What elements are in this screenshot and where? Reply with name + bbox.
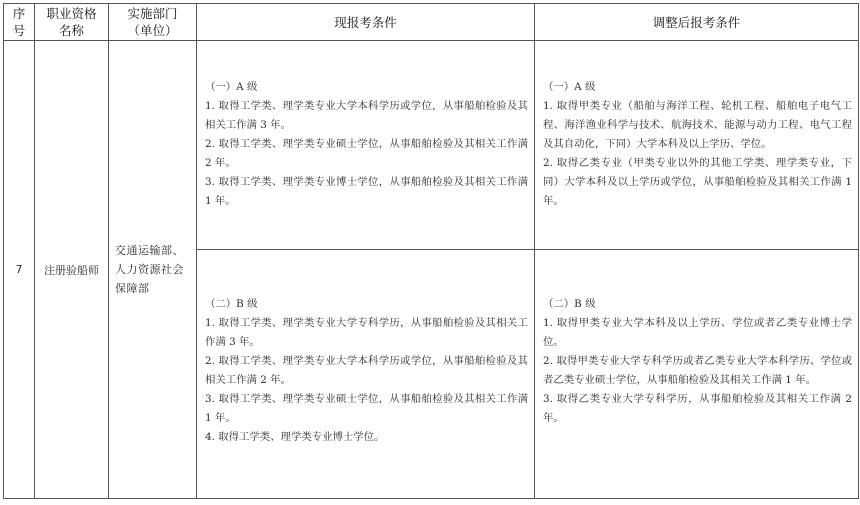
list-item: 1. 取得工学类、理学类专业大学本科学历或学位，从事船舶检验及其相关工作满 3 年。 <box>205 100 528 131</box>
adjusted-level-b <box>535 250 859 499</box>
header-adjusted-conditions: 调整后报考条件 <box>535 4 859 41</box>
list-item: 2. 取得工学类、理学类专业大学本科学历或学位，从事船舶检验及其相关工作满 2 年。 <box>205 355 528 386</box>
level-label: （一）A 级 <box>543 81 596 93</box>
list-item: 2. 取得甲类专业大学专科学历或者乙类专业大学本科学历、学位或者乙类专业硕士学位，从事船舶检验及其相关工作满 1 年。 <box>543 355 852 386</box>
row-department: 交通运输部、人力资源社会保障部 <box>109 41 197 499</box>
level-label: （二）B 级 <box>543 298 596 310</box>
list-item: 3. 取得乙类专业大学专科学历，从事船舶检验及其相关工作满 2 年。 <box>543 393 852 424</box>
list-item: 1. 取得工学类、理学类专业大学专科学历，从事船舶检验及其相关工作满 3 年。 <box>205 317 528 348</box>
level-label: （二）B 级 <box>205 298 258 310</box>
list-item: 2. 取得乙类专业（甲类专业以外的其他工学类、理学类专业，下同）大学本科及以上学历或学位，从事船舶检验及其相关工作满 1 年。 <box>543 157 852 207</box>
list-item: 3. 取得工学类、理学类专业博士学位，从事船舶检验及其相关工作满 1 年。 <box>205 176 528 207</box>
list-item: 1. 取得甲类专业（船舶与海洋工程、轮机工程、船舶电子电气工程、海洋渔业科学与技术、航海技术、能源与动力工程、电气工程及其自动化，下同）大学本科及以上学历、学位。 <box>543 100 852 150</box>
header-current-conditions: 现报考条件 <box>197 4 535 41</box>
list-item: 2. 取得工学类、理学类专业硕士学位，从事船舶检验及其相关工作满 2 年。 <box>205 138 528 169</box>
current-level-b <box>197 250 535 499</box>
row-qualification: 注册验船师 <box>35 41 109 499</box>
header-seq: 序 号 <box>4 4 35 41</box>
table-row-level-a <box>4 41 859 250</box>
current-level-a <box>197 41 535 250</box>
exam-conditions-table <box>3 3 859 499</box>
list-item: 1. 取得甲类专业大学本科及以上学历、学位或者乙类专业博士学位。 <box>543 317 852 348</box>
header-row <box>4 4 859 41</box>
adjusted-level-a <box>535 41 859 250</box>
level-label: （一）A 级 <box>205 81 258 93</box>
list-item: 3. 取得工学类、理学类专业硕士学位，从事船舶检验及其相关工作满 1 年。 <box>205 393 528 424</box>
header-qualification: 职业资格 名称 <box>35 4 109 41</box>
row-seq: 7 <box>4 41 35 499</box>
header-department: 实施部门 （单位） <box>109 4 197 41</box>
list-item: 4. 取得工学类、理学类专业博士学位。 <box>205 431 385 443</box>
